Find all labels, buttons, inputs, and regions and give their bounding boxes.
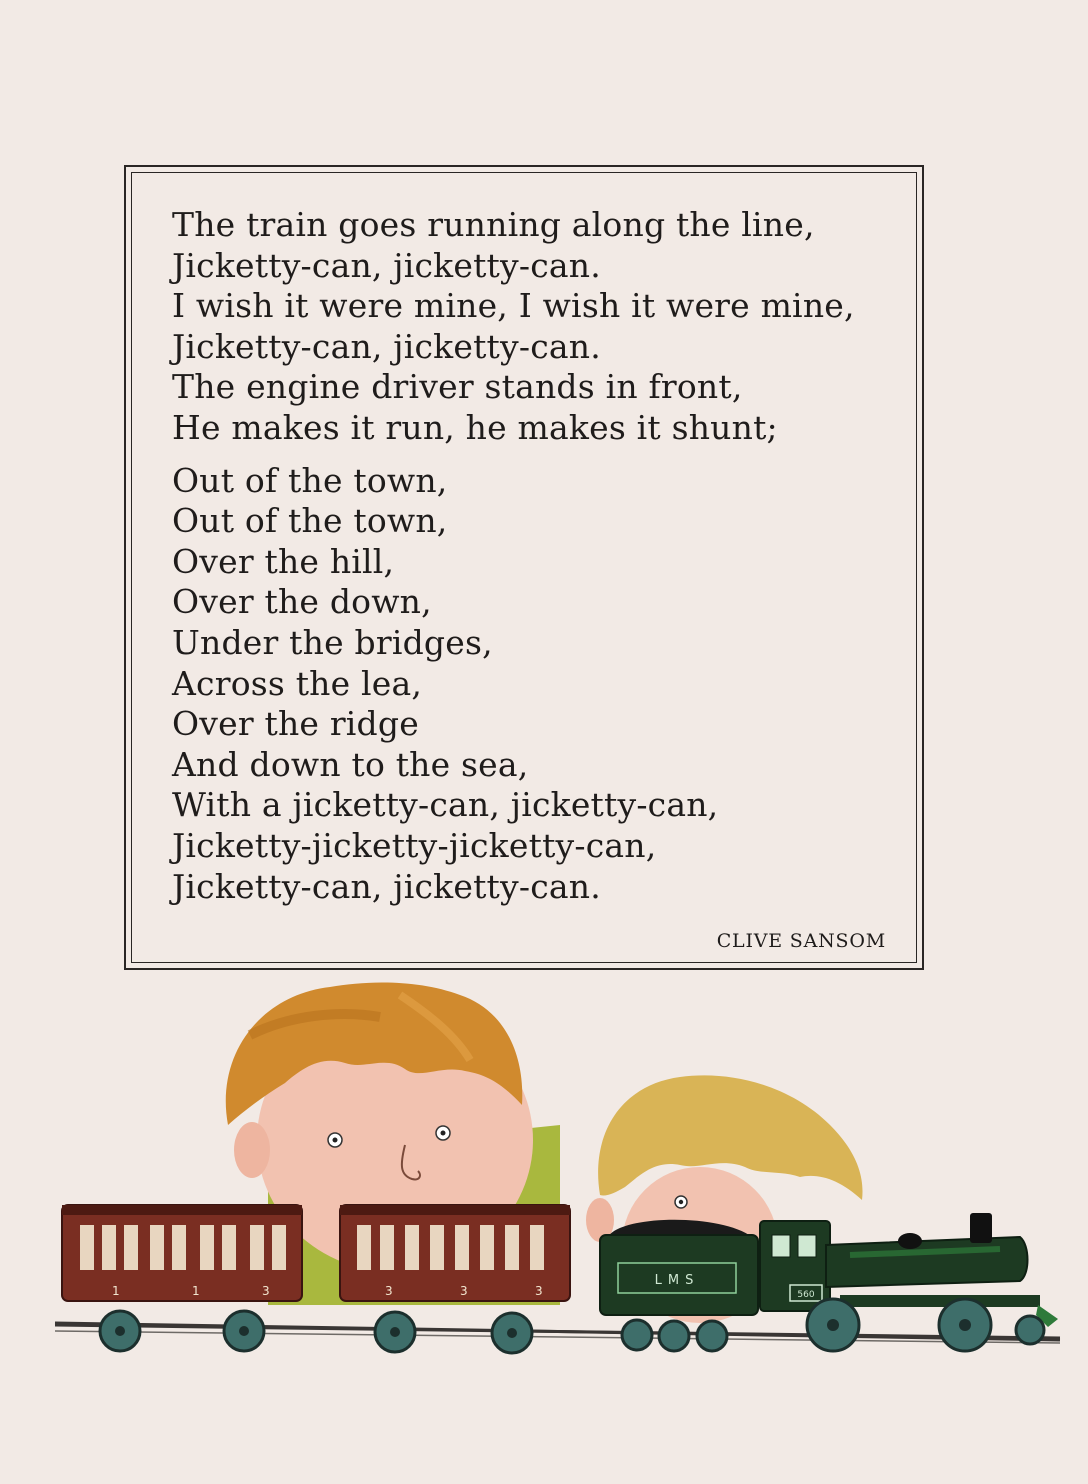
stanza-1 (172, 205, 902, 449)
carriage-2-class-label: 3 (535, 1284, 543, 1298)
wheel (697, 1321, 727, 1351)
big-boy-ear (234, 1122, 270, 1178)
train-illustration (0, 975, 1088, 1395)
wheel (659, 1321, 689, 1351)
poem-line: Out of the town, (172, 460, 448, 500)
wheel (1016, 1316, 1044, 1344)
dome (898, 1233, 922, 1249)
carriage-1-class-label: 1 (112, 1284, 120, 1298)
poem-author: CLIVE SANSOM (716, 930, 886, 952)
boiler (826, 1237, 1028, 1287)
carriage-1-class-label: 3 (262, 1284, 270, 1298)
carriage-2-class-label: 3 (460, 1284, 468, 1298)
stanza-2 (172, 461, 902, 908)
tender (600, 1220, 758, 1351)
poem-line: Jicketty-jicketty-jicketty-can, (172, 825, 657, 865)
poem-line: The engine driver stands in front, (172, 367, 743, 407)
wheel (622, 1320, 652, 1350)
poem (172, 205, 902, 907)
poem-line: Over the hill, (172, 541, 395, 581)
carriage-2-class-label: 3 (385, 1284, 393, 1298)
poem-line: Jicketty-can, jicketty-can. (172, 245, 601, 285)
tender-label: LMS (654, 1273, 700, 1288)
locomotive (760, 1213, 1058, 1351)
poem-line: The train goes running along the line, (172, 205, 815, 244)
poem-line: Jicketty-can, jicketty-can. (172, 326, 601, 366)
poem-line: I wish it were mine, I wish it were mine, (172, 286, 855, 326)
poem-line: He makes it run, he makes it shunt; (172, 407, 778, 447)
engine-number: 560 (797, 1290, 815, 1300)
railway-track (55, 1323, 1060, 1343)
poem-line: Over the ridge (172, 704, 419, 744)
poem-line: Jicketty-can, jicketty-can. (172, 866, 601, 906)
chimney (970, 1213, 992, 1243)
poem-line: Over the down, (172, 582, 432, 622)
carriage-1-class-label: 1 (192, 1284, 200, 1298)
poem-line: Out of the town, (172, 501, 448, 541)
poem-line: With a jicketty-can, jicketty-can, (172, 785, 719, 825)
poem-line: Across the lea, (172, 663, 423, 703)
poem-line: And down to the sea, (172, 744, 529, 784)
poem-line: Under the bridges, (172, 622, 493, 662)
